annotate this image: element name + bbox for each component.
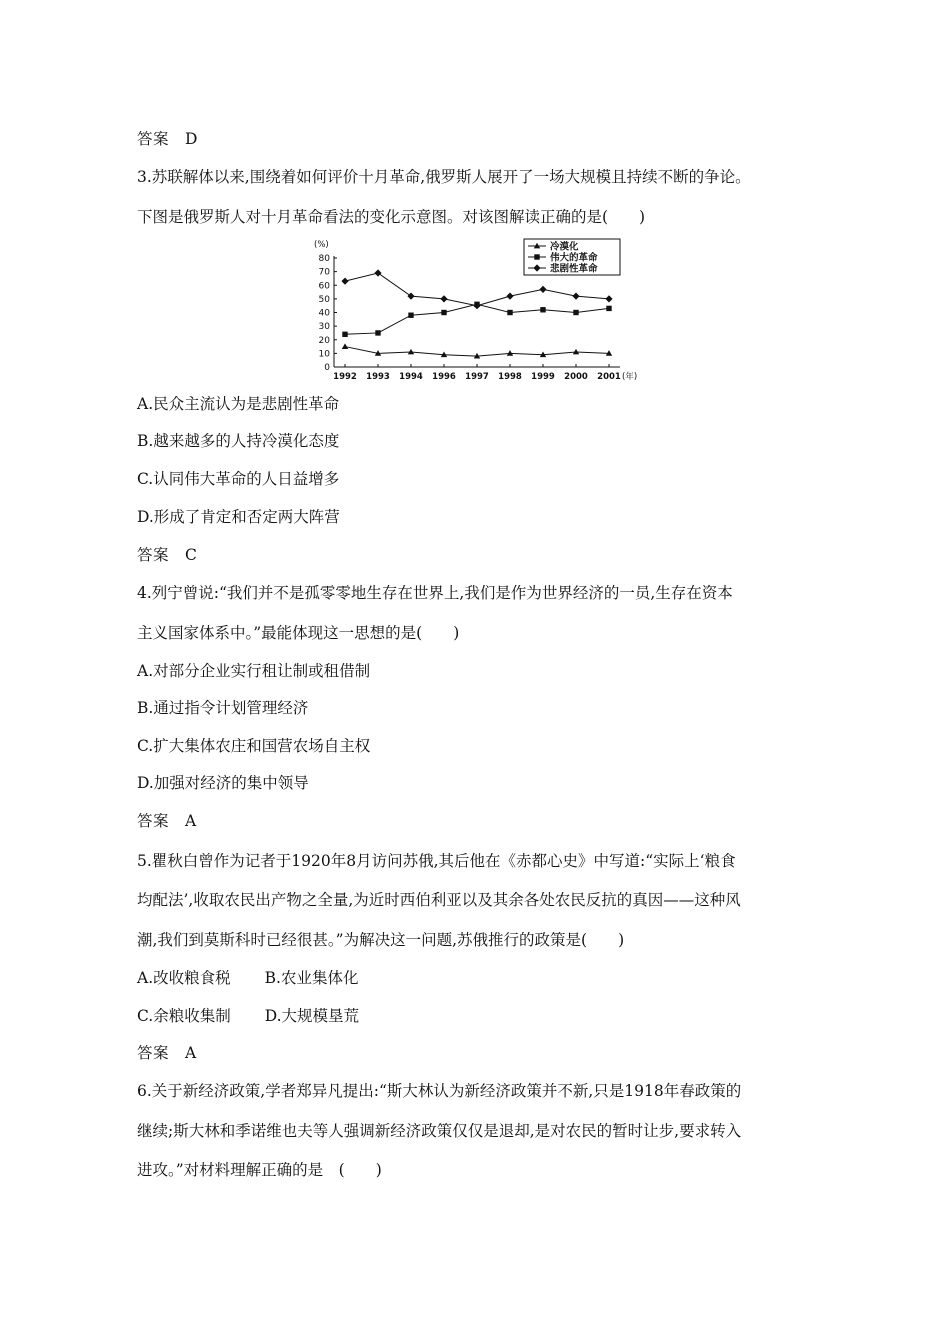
data-point-triangle (342, 343, 348, 349)
x-unit-label: (年) (622, 372, 638, 382)
data-point-diamond (374, 269, 381, 276)
x-tick-label: 2001 (597, 372, 621, 382)
y-tick-label: 70 (318, 267, 330, 278)
q6-stem-line2: 继续;斯大林和季诺维也夫等人强调新经济政策仅仅是退却,是对农民的暂时让步,要求转入 (137, 1122, 742, 1140)
data-point-square (573, 310, 578, 315)
x-tick-label: 1994 (399, 372, 423, 382)
legend-label: 冷漠化 (550, 241, 579, 253)
data-point-square (342, 332, 347, 337)
q3-option-a: A.民众主流认为是悲剧性革命 (137, 395, 340, 413)
x-tick-label: 1993 (366, 372, 390, 382)
x-tick-label: 1998 (498, 372, 522, 382)
q5-options-row1 (137, 967, 358, 989)
q4-option-b: B.通过指令计划管理经济 (137, 699, 309, 717)
data-point-diamond (341, 278, 348, 285)
q4-stem-line1: 4.列宁曾说:“我们并不是孤零零地生存在世界上,我们是作为世界经济的一员,生存在资本 (137, 584, 733, 602)
data-point-diamond (605, 295, 612, 302)
q4-answer (137, 810, 197, 832)
y-unit-label: (%) (314, 240, 329, 250)
q4-stem-line2: 主义国家体系中。”最能体现这一思想的是( ) (137, 624, 460, 642)
answer-value: A (185, 1044, 197, 1062)
q5-stem-line2: 均配法’,收取农民出产物之全量,为近时西伯利亚以及其余各处农民反抗的真因——这种风 (137, 891, 741, 909)
x-tick-label: 1997 (465, 372, 489, 382)
q5-stem-line3: 潮,我们到莫斯科时已经很甚。”为解决这一问题,苏俄推行的政策是( ) (137, 931, 625, 949)
legend-marker-square (534, 254, 539, 259)
opinion-trend-chart (302, 236, 646, 386)
answer-value: D (185, 130, 198, 148)
q3-option-d: D.形成了肯定和否定两大阵营 (137, 508, 340, 526)
x-tick-label: 1992 (333, 372, 357, 382)
legend-label: 悲剧性革命 (550, 263, 598, 275)
q3-stem-line2: 下图是俄罗斯人对十月革命看法的变化示意图。对该图解读正确的是( ) (137, 208, 646, 226)
q4-option-d: D.加强对经济的集中领导 (137, 774, 309, 792)
q4-option-c: C.扩大集体农庄和国营农场自主权 (137, 737, 371, 755)
data-point-diamond (539, 286, 546, 293)
q3-answer (137, 544, 197, 566)
x-tick-label: 2000 (564, 372, 588, 382)
q4-option-a: A.对部分企业实行租让制或租借制 (137, 662, 371, 680)
y-tick-label: 50 (318, 294, 330, 305)
q5-option-d: D.大规模垦荒 (264, 1007, 360, 1025)
q5-options-row2 (137, 1005, 359, 1027)
y-tick-label: 20 (318, 335, 330, 346)
y-tick-label: 0 (324, 363, 330, 373)
chart-svg (302, 236, 646, 386)
data-point-diamond (572, 293, 579, 300)
answer-label: 答案 (137, 812, 170, 830)
series-line-diamond (345, 273, 609, 306)
q5-option-c: C.余粮收集制 (137, 1007, 231, 1025)
q3-stem-line1: 3.苏联解体以来,围绕着如何评价十月革命,俄罗斯人展开了一场大规模且持续不断的争论。 (137, 168, 751, 186)
q6-stem-line1: 6.关于新经济政策,学者郑异凡提出:“斯大林认为新经济政策并不新,只是1918年春政策的 (137, 1082, 742, 1100)
data-point-square (606, 306, 611, 311)
y-tick-label: 60 (318, 281, 330, 292)
answer-label: 答案 (137, 546, 170, 564)
q5-stem-line1: 5.瞿秋白曾作为记者于1920年8月访问苏俄,其后他在《赤都心史》中写道:“实际上‘粮食 (137, 852, 736, 870)
data-point-square (441, 310, 446, 315)
data-point-diamond (506, 293, 513, 300)
q5-answer (137, 1042, 197, 1064)
answer-value: C (185, 546, 198, 564)
data-point-square (507, 310, 512, 315)
data-point-square (375, 330, 380, 335)
data-point-square (408, 313, 413, 318)
y-tick-label: 30 (318, 322, 330, 333)
q5-option-a: A.改收粮食税 (137, 969, 231, 987)
y-tick-label: 80 (318, 254, 330, 264)
answer-label: 答案 (137, 130, 170, 148)
q5-option-b: B.农业集体化 (264, 969, 359, 987)
x-tick-label: 1996 (432, 372, 456, 382)
q2-answer (137, 128, 198, 150)
data-point-diamond (440, 295, 447, 302)
x-tick-label: 1999 (531, 372, 555, 382)
data-point-square (540, 307, 545, 312)
y-tick-label: 10 (318, 349, 330, 360)
data-point-diamond (407, 293, 414, 300)
y-tick-label: 40 (318, 308, 330, 319)
q3-option-c: C.认同伟大革命的人日益增多 (137, 470, 340, 488)
q6-stem-line3: 进攻。”对材料理解正确的是 ( ) (137, 1161, 382, 1179)
q3-option-b: B.越来越多的人持冷漠化态度 (137, 432, 340, 450)
legend-label: 伟大的革命 (550, 252, 598, 264)
answer-label: 答案 (137, 1044, 170, 1062)
answer-value: A (185, 812, 197, 830)
